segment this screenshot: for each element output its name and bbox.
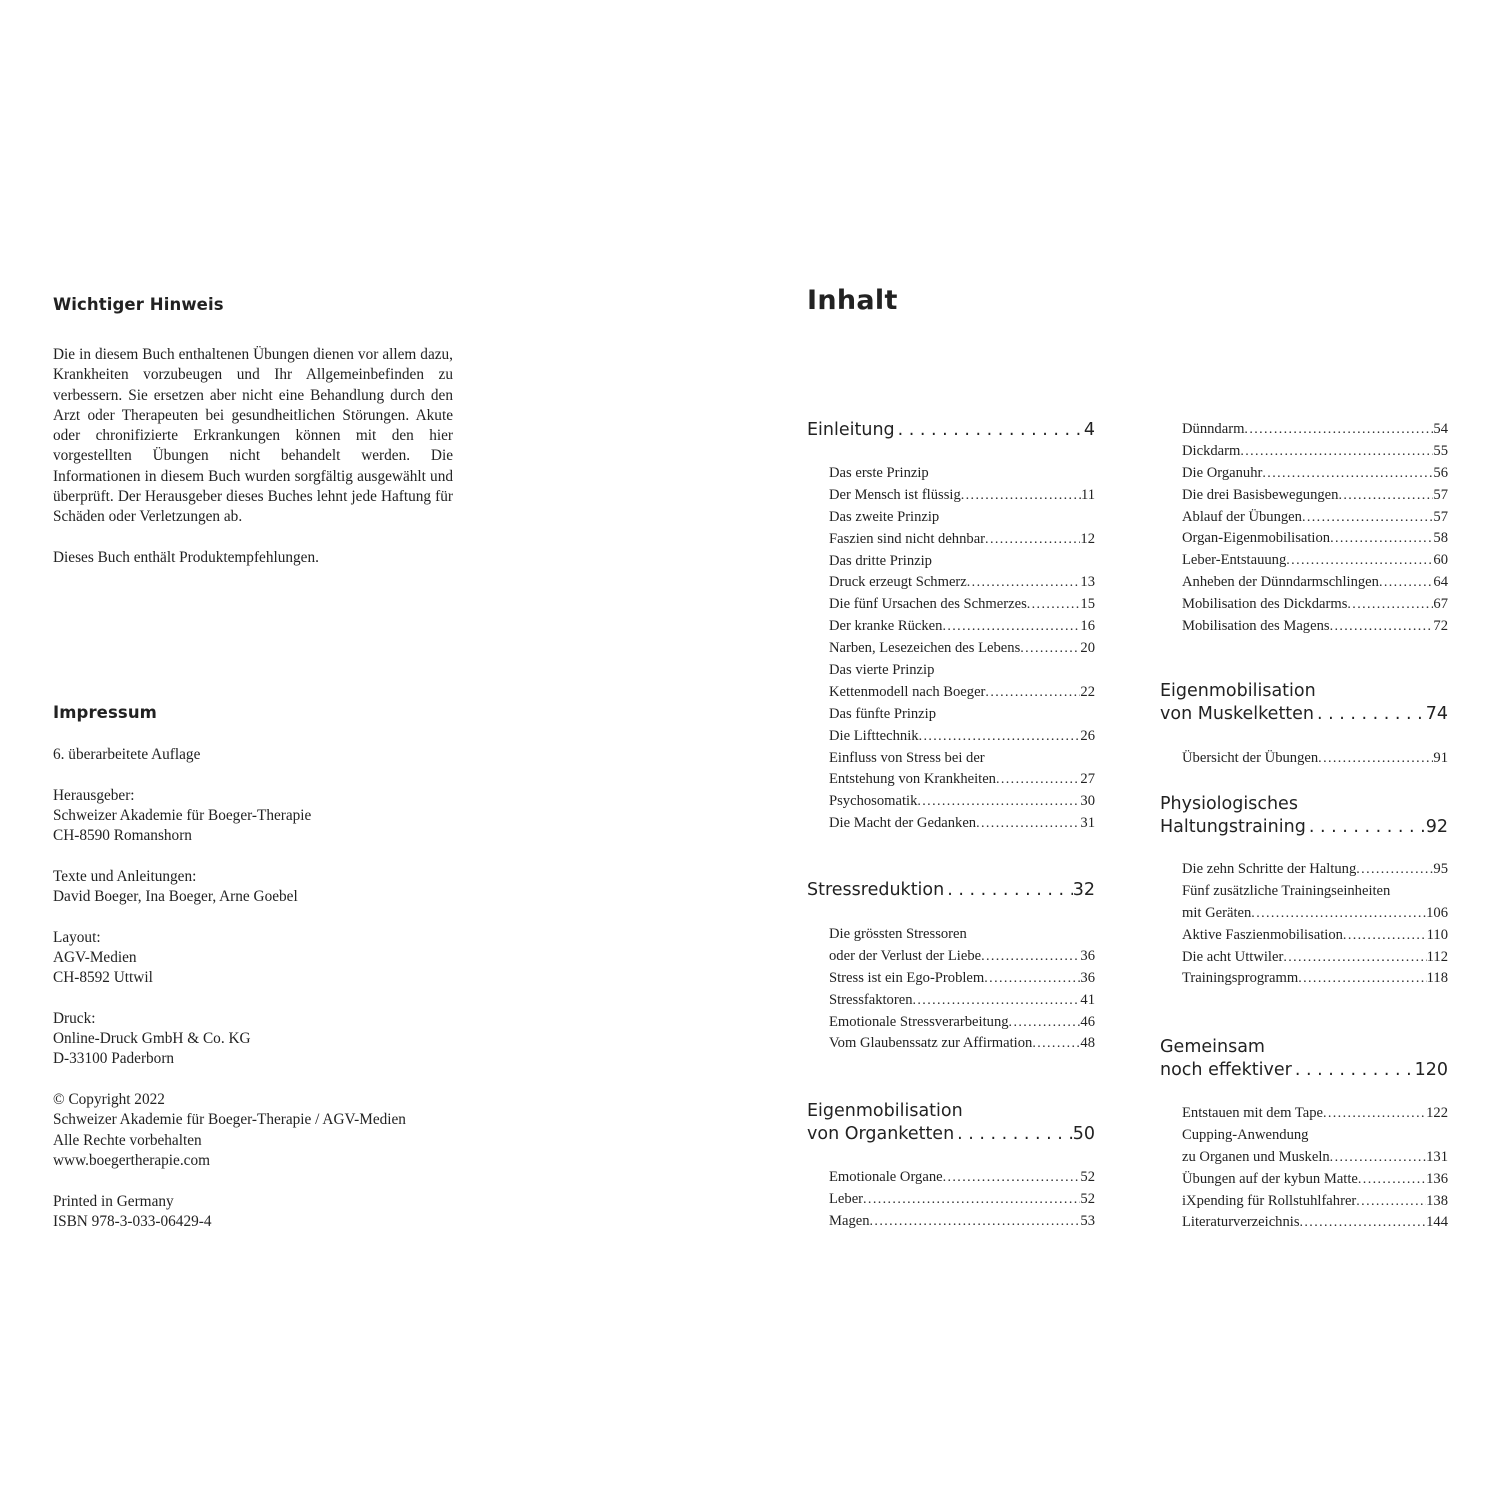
toc-entry[interactable]	[1182, 750, 1448, 772]
toc-entry-title: Das zweite Prinzip	[829, 508, 940, 525]
impressum-line: Herausgeber:	[53, 786, 135, 804]
toc-entry-page: 53	[1080, 1212, 1095, 1229]
toc-leader-dots	[1244, 422, 1433, 438]
impressum-line: 6. überarbeitete Auflage	[53, 746, 201, 763]
toc-entry-title: Mobilisation des Dickdarms	[1182, 596, 1348, 613]
toc-chapter-page: 120	[1414, 1060, 1448, 1080]
toc-leader-dots	[985, 532, 1080, 548]
toc-entry-page: 48	[1080, 1035, 1095, 1052]
toc-entry-title: oder der Verlust der Liebe	[829, 947, 982, 964]
impressum-line: © Copyright 2022	[53, 1091, 165, 1109]
toc-chapter-heading[interactable]	[1160, 793, 1448, 839]
toc-entry[interactable]	[829, 553, 1095, 575]
toc-entry[interactable]	[829, 684, 1095, 706]
toc-entry-title: Entstauen mit dem Tape	[1182, 1105, 1323, 1121]
toc-entry[interactable]	[829, 640, 1095, 662]
toc-chapter-title: Stressreduktion	[807, 880, 945, 900]
toc-chapter-title: Eigenmobilisation	[1160, 681, 1316, 701]
toc-entry-list	[1182, 421, 1448, 640]
toc-entry[interactable]	[829, 706, 1095, 728]
toc-entry-page: 26	[1080, 727, 1095, 744]
toc-entry[interactable]	[829, 771, 1095, 793]
toc-leader-dots	[1032, 1036, 1080, 1052]
toc-entry-page: 52	[1080, 1169, 1095, 1185]
toc-entry-title: Die fünf Ursachen des Schmerzes	[829, 596, 1027, 613]
toc-entry-title: Kettenmodell nach Boeger	[829, 683, 986, 700]
toc-entry-list	[1182, 1105, 1448, 1236]
toc-entry[interactable]	[1182, 530, 1448, 552]
toc-leader-dots	[1027, 597, 1081, 613]
toc-entry[interactable]	[1182, 465, 1448, 487]
toc-entry-title: Trainingsprogramm	[1182, 970, 1299, 987]
left-page	[53, 295, 453, 1230]
toc-entry[interactable]	[829, 793, 1095, 815]
toc-entry-title: Der Mensch ist flüssig	[829, 486, 961, 503]
impressum-block	[53, 1090, 473, 1171]
toc-entry[interactable]	[1182, 927, 1448, 949]
toc-entry[interactable]	[829, 948, 1095, 970]
toc-entry-title: Aktive Faszienmobilisation	[1182, 926, 1343, 943]
toc-entry[interactable]	[1182, 596, 1448, 618]
toc-entry-page: 11	[1080, 486, 1095, 503]
toc-entry[interactable]	[1182, 618, 1448, 640]
toc-entry-title: Ablauf der Übungen	[1182, 508, 1302, 525]
toc-entry[interactable]	[829, 662, 1095, 684]
toc-entry-page: 60	[1433, 552, 1448, 569]
toc-entry[interactable]	[829, 574, 1095, 596]
impressum-line: David Boeger, Ina Boeger, Arne Goebel	[53, 888, 298, 906]
toc-entry[interactable]	[1182, 970, 1448, 992]
toc-entry-title: Anheben der Dünndarmschlingen	[1182, 574, 1379, 591]
toc-chapter-title: Einleitung	[807, 420, 895, 440]
toc-entry-title: Emotionale Stressverarbeitung	[829, 1013, 1009, 1030]
toc-entry-title: Organ-Eigenmobilisation	[1182, 530, 1331, 547]
impressum-line: Printed in Germany	[53, 1192, 174, 1210]
toc-entry-page: 67	[1433, 596, 1448, 613]
toc-entry[interactable]	[829, 1014, 1095, 1036]
toc-leader-dots	[1318, 751, 1433, 767]
toc-entry[interactable]	[829, 509, 1095, 531]
toc-entry[interactable]	[829, 815, 1095, 837]
toc-entry-title: Das vierte Prinzip	[829, 662, 935, 679]
toc-leader-dots	[895, 419, 1084, 442]
toc-entry-page: 54	[1433, 421, 1448, 437]
toc-chapter-title: noch effektiver	[1160, 1060, 1292, 1080]
toc-leader-dots	[954, 1123, 1073, 1146]
impressum-line: Druck:	[53, 1009, 96, 1027]
toc-chapter-heading[interactable]	[1160, 680, 1448, 726]
toc-entry-title: Die drei Basisbewegungen	[1182, 486, 1339, 503]
impressum-line: CH-8592 Uttwil	[53, 969, 153, 987]
toc-leader-dots	[985, 685, 1080, 701]
toc-chapter-title: Eigenmobilisation	[807, 1101, 963, 1121]
toc-entry[interactable]	[829, 728, 1095, 750]
toc-entry-title: Psychosomatik	[829, 793, 918, 810]
impressum-block	[53, 928, 473, 989]
toc-entry-page: 106	[1426, 904, 1448, 921]
impressum-block	[53, 867, 473, 908]
toc-entry-title: Leber	[829, 1190, 864, 1207]
toc-leader-dots	[1347, 597, 1433, 613]
toc-entry-title: Die Macht der Gedanken	[829, 815, 977, 832]
toc-entry-title: Das fünfte Prinzip	[829, 705, 936, 722]
toc-chapter-page: 92	[1425, 817, 1448, 837]
toc-entry[interactable]	[829, 970, 1095, 992]
toc-entry-page: 72	[1433, 618, 1448, 635]
toc-entry-page: 13	[1080, 574, 1095, 591]
toc-leader-dots	[870, 1214, 1081, 1230]
toc-entry-title: mit Geräten	[1182, 904, 1252, 921]
toc-entry[interactable]	[1182, 1193, 1448, 1215]
toc-entry[interactable]	[1182, 443, 1448, 465]
toc-entry-page: 95	[1433, 861, 1448, 877]
toc-entry-title: Vom Glaubenssatz zur Affirmation	[829, 1035, 1033, 1052]
toc-entry-list	[829, 1169, 1095, 1235]
toc-leader-dots	[1300, 1215, 1427, 1231]
toc-entry-list	[829, 926, 1095, 1057]
toc-entry-title: Stress ist ein Ego-Problem	[829, 969, 985, 986]
toc-chapter-page: 32	[1072, 880, 1095, 900]
toc-leader-dots	[1330, 1150, 1426, 1166]
toc-entry[interactable]	[829, 1169, 1095, 1191]
toc-leader-dots	[1306, 816, 1426, 839]
toc-entry-title: Dickdarm	[1182, 442, 1241, 459]
toc-entry[interactable]	[829, 1035, 1095, 1057]
impressum-line: Alle Rechte vorbehalten	[53, 1131, 202, 1149]
impressum-heading: Impressum	[53, 703, 157, 722]
toc-leader-dots	[976, 816, 1080, 832]
toc-leader-dots	[1283, 950, 1426, 966]
toc-chapter-title: Physiologisches	[1160, 794, 1298, 814]
toc-leader-dots	[967, 575, 1081, 591]
toc-entry-page: 52	[1080, 1190, 1095, 1207]
toc-entry-page: 20	[1080, 640, 1095, 657]
toc-entry-page: 56	[1433, 464, 1448, 481]
toc-entry-page: 131	[1426, 1148, 1448, 1165]
impressum-line: www.boegertherapie.com	[53, 1151, 211, 1169]
toc-entry-title: Das dritte Prinzip	[829, 552, 932, 569]
toc-entry-list	[1182, 750, 1448, 772]
impressum-line: Schweizer Akademie für Boeger-Therapie	[53, 806, 312, 824]
toc-entry-page: 118	[1426, 970, 1448, 987]
toc-chapter-heading[interactable]	[1160, 1036, 1448, 1082]
toc-chapter-title: Gemeinsam	[1160, 1037, 1265, 1057]
toc-entry-title: Übersicht der Übungen	[1182, 750, 1319, 766]
toc-entry-title: Fünf zusätzliche Trainingseinheiten	[1182, 882, 1391, 899]
toc-leader-dots	[1330, 619, 1434, 635]
toc-entry-page: 16	[1080, 618, 1095, 635]
toc-entry-page: 58	[1433, 530, 1448, 547]
toc-entry-title: zu Organen und Muskeln	[1182, 1148, 1330, 1165]
toc-entry-page: 57	[1433, 508, 1448, 525]
toc-leader-dots	[1338, 488, 1433, 504]
toc-entry-page: 36	[1080, 969, 1095, 986]
toc-leader-dots	[1356, 1194, 1426, 1210]
toc-title: Inhalt	[807, 285, 898, 316]
toc-entry[interactable]	[829, 750, 1095, 772]
toc-leader-dots	[1292, 1059, 1415, 1082]
impressum-block	[53, 1192, 473, 1233]
toc-leader-dots	[1298, 971, 1426, 987]
impressum-block	[53, 745, 473, 765]
toc-entry-page: 36	[1080, 947, 1095, 964]
toc-leader-dots	[917, 794, 1080, 810]
toc-entry[interactable]	[829, 465, 1095, 487]
toc-entry-title: Mobilisation des Magens	[1182, 618, 1330, 635]
toc-entry[interactable]	[1182, 487, 1448, 509]
toc-entry-title: Faszien sind nicht dehnbar	[829, 530, 986, 547]
toc-entry[interactable]	[1182, 574, 1448, 596]
toc-chapter-title: von Organketten	[807, 1124, 955, 1144]
toc-entry[interactable]	[1182, 883, 1448, 905]
notice-paragraph: Die in diesem Buch enthaltenen Übungen dienen vor allem dazu, Krankheiten vorzubeugen und Ihr Allgemeinbefinden zu verbessern. Sie ersetzen aber nicht eine Behandlung durch den Arzt oder Therapeuten bei gesundheitlichen Störungen. Akute oder chronifizierte Erkrankungen können mit den hier vorgestellten Übungen nicht behandelt werden. Die Informationen in diesem Buch wurden sorgfältig ausgewählt und überprüft. Der Herausgeber dieses Buches lehnt jede Haftung für Schäden oder Verletzungen ab.	[53, 346, 453, 526]
toc-chapter-page: 50	[1072, 1124, 1095, 1144]
toc-entry-title: Die Organuhr	[1182, 464, 1263, 481]
toc-leader-dots	[1009, 1015, 1081, 1031]
toc-leader-dots	[1379, 575, 1433, 591]
impressum-body	[53, 745, 473, 1252]
toc-leader-dots	[984, 971, 1080, 987]
toc-leader-dots	[1020, 641, 1080, 657]
toc-entry[interactable]	[1182, 949, 1448, 971]
toc-entry-title: Magen	[829, 1212, 870, 1229]
toc-entry-page: 12	[1080, 530, 1095, 547]
toc-entry-title: Die grössten Stressoren	[829, 926, 967, 942]
toc-entry-title: Einfluss von Stress bei der	[829, 749, 985, 766]
toc-entry-title: Narben, Lesezeichen des Lebens	[829, 640, 1021, 657]
impressum-block	[53, 1009, 473, 1070]
toc-leader-dots	[942, 619, 1080, 635]
toc-leader-dots	[863, 1192, 1080, 1208]
toc-chapter-heading[interactable]	[807, 1100, 1095, 1146]
toc-entry[interactable]	[1182, 1127, 1448, 1149]
toc-entry-page: 112	[1426, 948, 1448, 965]
toc-leader-dots	[1251, 906, 1426, 922]
toc-entry-title: Cupping-Anwendung	[1182, 1126, 1309, 1143]
toc-entry-title: Die acht Uttwiler	[1182, 948, 1284, 965]
toc-entry[interactable]	[829, 618, 1095, 640]
impressum-line: AGV-Medien	[53, 948, 137, 966]
impressum-block	[53, 786, 473, 847]
toc-entry[interactable]	[829, 531, 1095, 553]
toc-entry-page: 64	[1433, 574, 1448, 591]
toc-leader-dots	[981, 949, 1080, 965]
toc-leader-dots	[1358, 1172, 1426, 1188]
toc-entry-page: 136	[1426, 1170, 1448, 1187]
impressum-line: D-33100 Paderborn	[53, 1050, 175, 1068]
toc-leader-dots	[1240, 444, 1433, 460]
toc-entry-title: Stressfaktoren	[829, 991, 913, 1008]
toc-entry-page: 122	[1426, 1105, 1448, 1121]
product-note: Dieses Buch enthält Produktempfehlungen.	[53, 548, 319, 566]
toc-entry[interactable]	[829, 596, 1095, 618]
toc-entry-page: 57	[1433, 486, 1448, 503]
toc-entry[interactable]	[829, 1213, 1095, 1235]
toc-entry-page: 55	[1433, 442, 1448, 459]
toc-leader-dots	[943, 1170, 1081, 1186]
toc-leader-dots	[961, 488, 1081, 504]
toc-entry[interactable]	[1182, 509, 1448, 531]
toc-entry[interactable]	[829, 992, 1095, 1014]
toc-entry-page: 110	[1426, 926, 1448, 943]
toc-leader-dots	[1286, 553, 1433, 569]
impressum-line: Layout:	[53, 928, 101, 946]
toc-entry[interactable]	[1182, 1149, 1448, 1171]
toc-entry-page: 91	[1433, 750, 1448, 766]
toc-leader-dots	[1343, 928, 1427, 944]
toc-entry-title: Die zehn Schritte der Haltung	[1182, 861, 1357, 877]
toc-entry-title: Literaturverzeichnis	[1182, 1214, 1300, 1231]
toc-leader-dots	[1330, 531, 1433, 547]
toc-entry-page: 15	[1080, 596, 1095, 613]
toc-entry[interactable]	[1182, 1171, 1448, 1193]
toc-leader-dots	[1323, 1106, 1426, 1122]
toc-entry-title: Entstehung von Krankheiten	[829, 771, 996, 788]
toc-entry-list	[829, 465, 1095, 837]
toc-leader-dots	[996, 772, 1080, 788]
toc-entry[interactable]	[1182, 905, 1448, 927]
toc-leader-dots	[1302, 510, 1433, 526]
toc-entry[interactable]	[1182, 861, 1448, 883]
toc-chapter-heading[interactable]	[807, 879, 1095, 902]
impressum-line: CH-8590 Romanshorn	[53, 827, 192, 845]
toc-entry-list	[1182, 861, 1448, 992]
toc-leader-dots	[1314, 703, 1426, 726]
toc-leader-dots	[1262, 466, 1433, 482]
toc-entry-title: Emotionale Organe	[829, 1169, 943, 1185]
toc-chapter-title: Haltungstraining	[1160, 817, 1306, 837]
toc-entry[interactable]	[1182, 1105, 1448, 1127]
toc-leader-dots	[1356, 862, 1433, 878]
toc-entry-page: 138	[1426, 1192, 1448, 1209]
toc-entry-title: Die Lifttechnik	[829, 727, 919, 744]
toc-entry-page: 30	[1080, 793, 1095, 810]
toc-entry-title: Der kranke Rücken	[829, 618, 943, 635]
toc-entry-title: iXpending für Rollstuhlfahrer	[1182, 1192, 1357, 1209]
toc-chapter-page: 74	[1425, 704, 1448, 724]
toc-entry[interactable]	[829, 1191, 1095, 1213]
toc-entry[interactable]	[829, 487, 1095, 509]
toc-entry-page: 22	[1080, 683, 1095, 700]
toc-leader-dots	[944, 879, 1073, 902]
toc-chapter-title: von Muskelketten	[1160, 704, 1315, 724]
toc-entry-title: Das erste Prinzip	[829, 465, 929, 481]
notice-heading: Wichtiger Hinweis	[53, 295, 224, 314]
toc-leader-dots	[919, 729, 1081, 745]
impressum-line: Schweizer Akademie für Boeger-Therapie / AGV-Medien	[53, 1111, 406, 1129]
toc-entry-title: Druck erzeugt Schmerz	[829, 574, 967, 591]
impressum-line: Texte und Anleitungen:	[53, 867, 197, 885]
toc-entry-page: 144	[1426, 1214, 1448, 1231]
impressum-line: Online-Druck GmbH & Co. KG	[53, 1030, 251, 1048]
toc-entry-title: Leber-Entstauung	[1182, 552, 1287, 569]
impressum-line: ISBN 978-3-033-06429-4	[53, 1212, 212, 1230]
toc-entry-page: 41	[1080, 991, 1095, 1008]
toc-chapter-page: 4	[1083, 420, 1095, 440]
toc-entry[interactable]	[829, 926, 1095, 948]
toc-entry-title: Dünndarm	[1182, 421, 1245, 437]
toc-entry-title: Übungen auf der kybun Matte	[1182, 1170, 1358, 1187]
toc-entry-page: 31	[1080, 815, 1095, 832]
toc-entry-page: 27	[1080, 771, 1095, 788]
toc-leader-dots	[913, 993, 1081, 1009]
toc-chapter-heading[interactable]	[807, 419, 1095, 442]
toc-entry[interactable]	[1182, 1214, 1448, 1236]
toc-entry[interactable]	[1182, 552, 1448, 574]
toc-entry-page: 46	[1080, 1013, 1095, 1030]
toc-entry[interactable]	[1182, 421, 1448, 443]
